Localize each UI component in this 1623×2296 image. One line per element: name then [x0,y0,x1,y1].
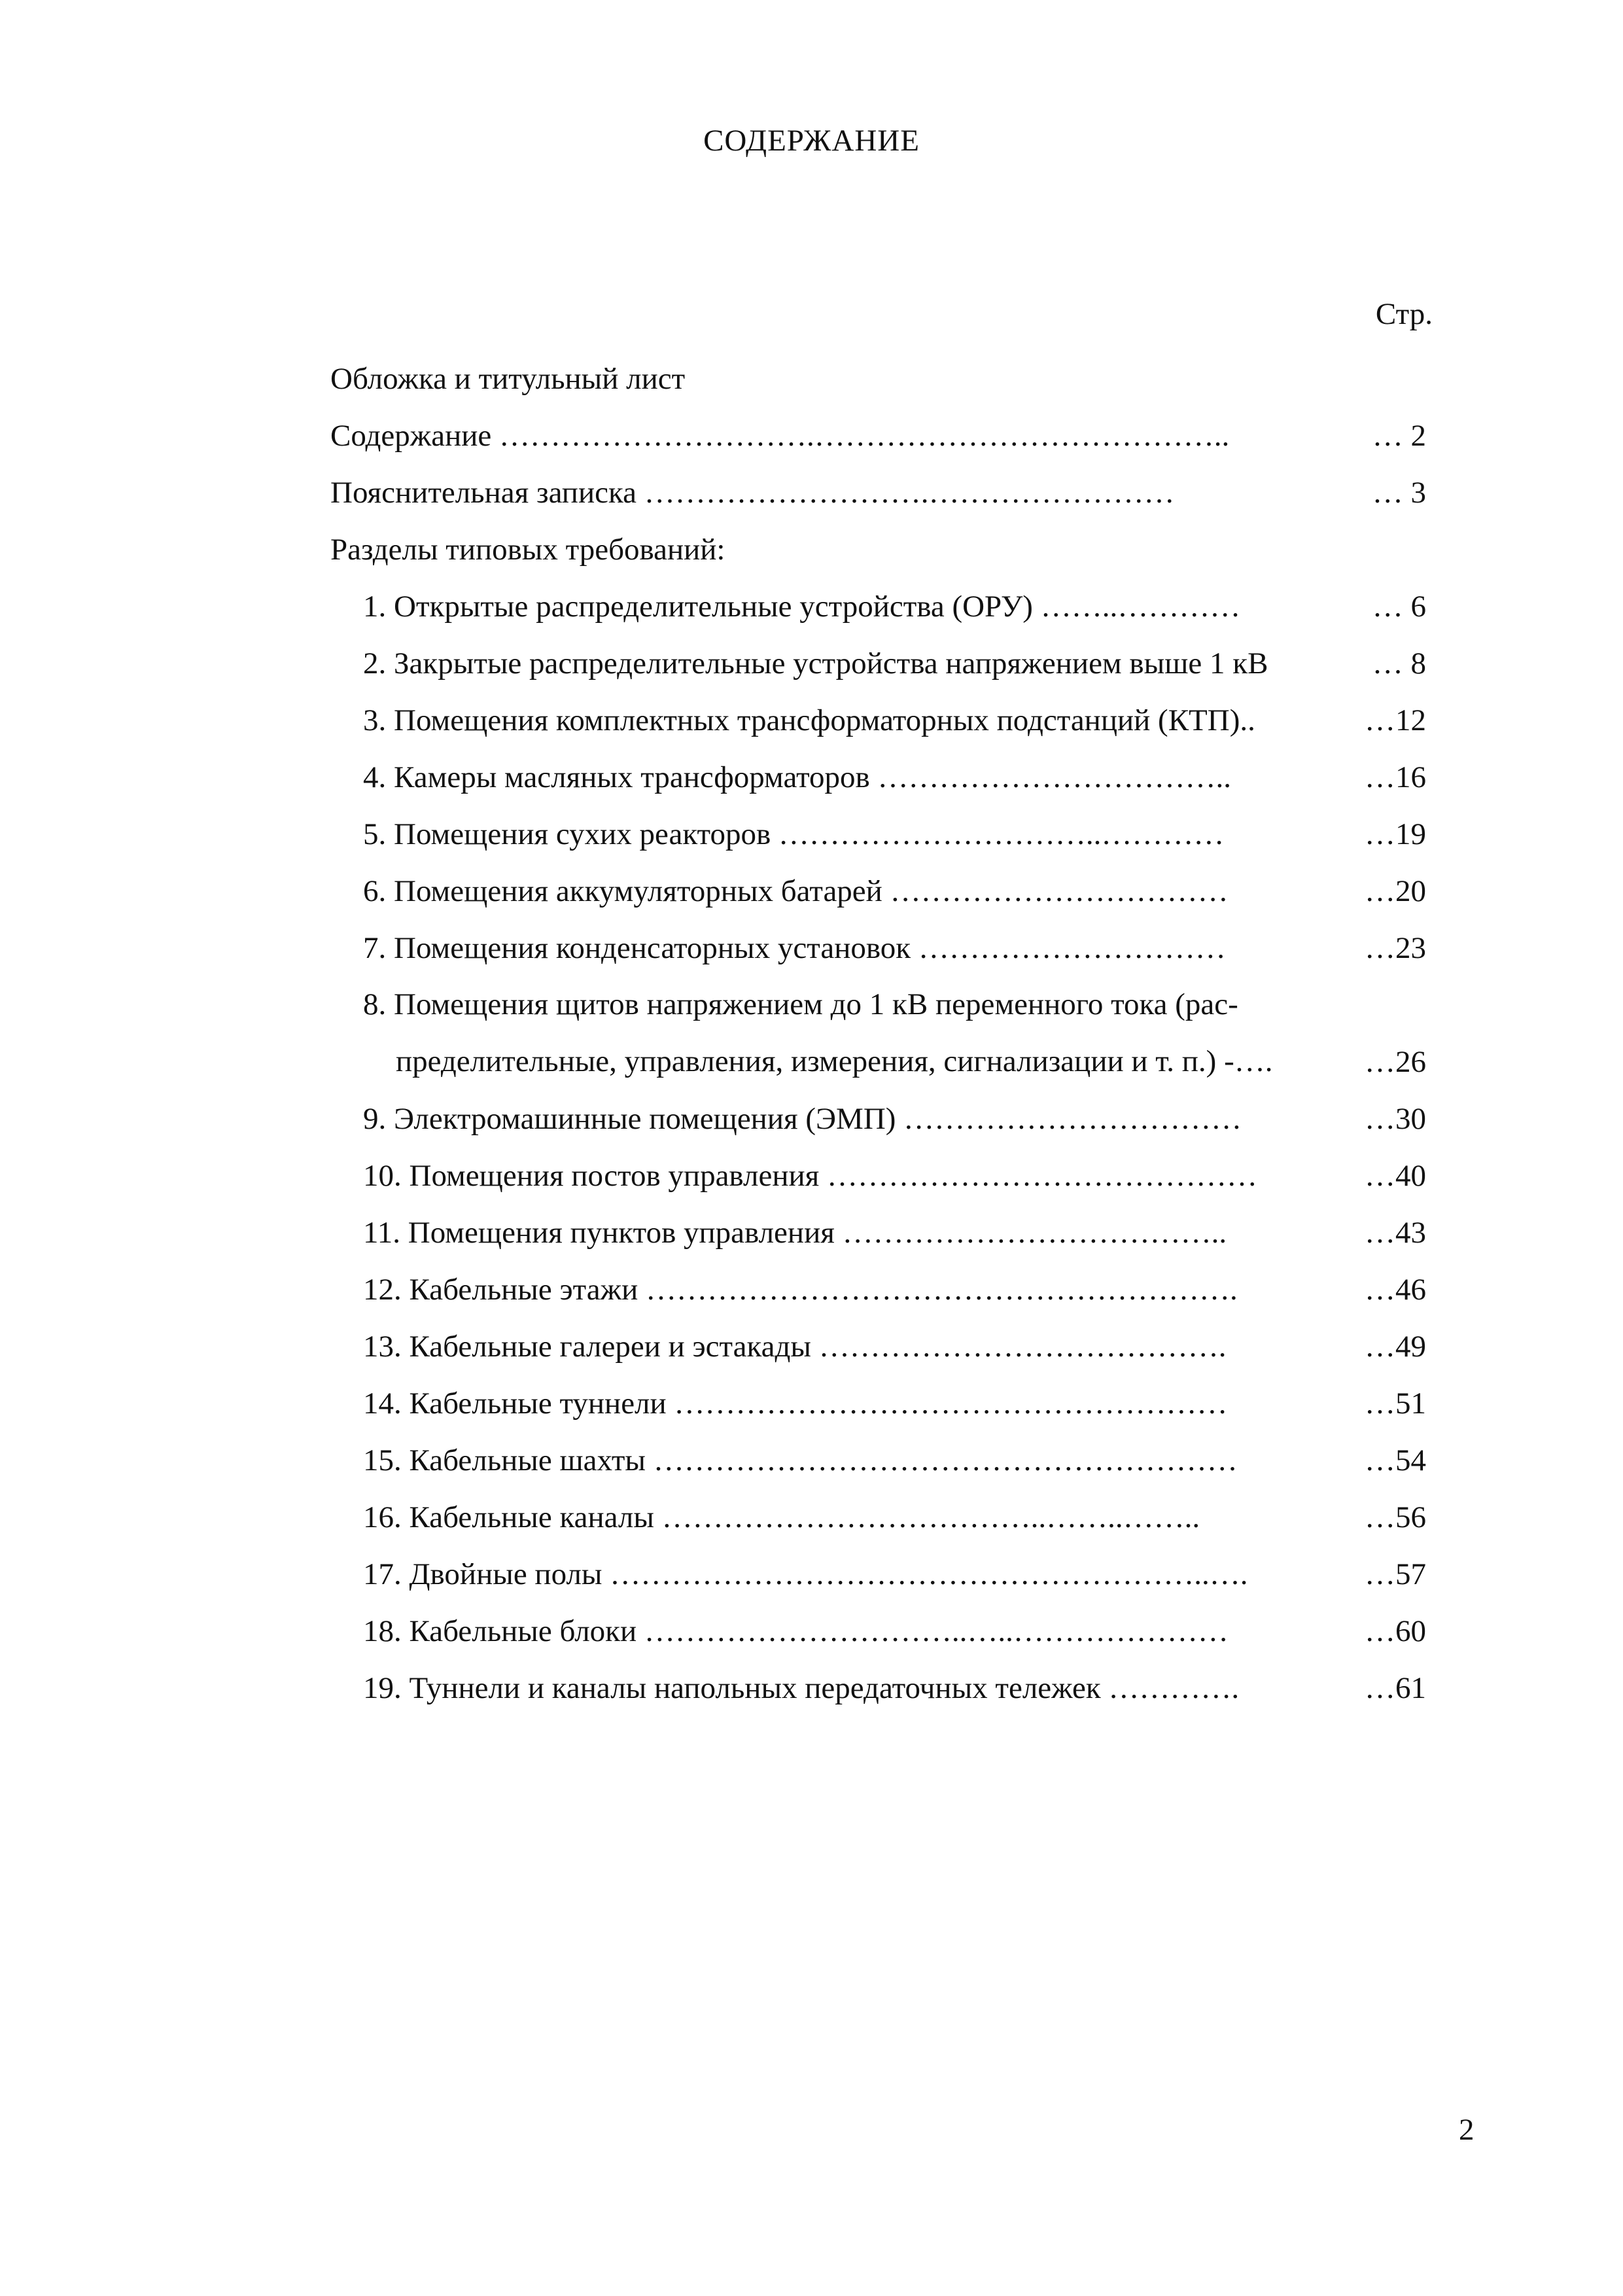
table-of-contents [330,350,1436,1716]
toc-entry-text: 8. Помещения щитов напряжением до 1 кВ переменного тока (рас- [363,987,1238,1021]
toc-entry-text: Содержание ………………………….………………………………….. [330,419,1230,453]
toc-entry-text: 15. Кабельные шахты ………………………………………………… [363,1443,1238,1477]
toc-entry-5 [330,805,1436,862]
toc-entry-text: Обложка и титульный лист [330,362,686,396]
toc-entry-1 [330,578,1436,635]
toc-entry-page: …43 [1365,1216,1426,1250]
toc-entry-8 [330,976,1436,1090]
toc-entry-page: …61 [1365,1671,1426,1705]
toc-entry-cover [330,350,1436,407]
toc-entry-17 [330,1545,1436,1602]
toc-entry-text: 7. Помещения конденсаторных установок ………………………… [363,931,1226,965]
toc-entry-page: …30 [1365,1102,1426,1136]
toc-entry-text: 3. Помещения комплектных трансформаторных подстанций (КТП).. [363,703,1255,737]
toc-entry-18 [330,1602,1436,1659]
toc-entry-page: …16 [1365,760,1426,794]
toc-entry-text: Пояснительная записка ……………………….…………………… [330,476,1175,510]
page-column-header: Стр. [1375,297,1433,331]
toc-entry-12 [330,1261,1436,1318]
toc-entry-text: 1. Открытые распределительные устройства (ОРУ) ……..………… [363,590,1241,624]
toc-entry-page: … 6 [1372,590,1426,624]
toc-entry-text: 19. Туннели и каналы напольных передаточных тележек …………. [363,1671,1240,1705]
toc-entry-text: 16. Кабельные каналы ………………………………..……..…….. [363,1500,1200,1534]
toc-entry-2 [330,635,1436,692]
toc-entry-text: 13. Кабельные галереи и эстакады …………………………………. [363,1330,1227,1364]
toc-entry-text: 9. Электромашинные помещения (ЭМП) …………………………… [363,1102,1242,1136]
toc-entry-page: …51 [1365,1386,1426,1421]
toc-entry-4 [330,749,1436,805]
toc-entry-10 [330,1147,1436,1204]
toc-entry-text: 6. Помещения аккумуляторных батарей …………………………… [363,874,1229,908]
page-number: 2 [1459,2113,1475,2147]
toc-entry-9 [330,1090,1436,1147]
toc-entry-page: … 3 [1372,476,1426,510]
toc-entry-11 [330,1204,1436,1261]
toc-section-heading [330,521,1436,578]
toc-entry-page: …49 [1365,1330,1426,1364]
toc-entry-text-block [363,976,1331,1090]
toc-entry-page: …19 [1365,817,1426,851]
toc-entry-text: 2. Закрытые распределительные устройства напряжением выше 1 кВ [363,646,1268,680]
toc-entry-page: …26 [1365,1045,1426,1079]
toc-entry-text: 17. Двойные полы …………………………………………………..…. [363,1557,1248,1591]
toc-entry-page: …56 [1365,1500,1426,1534]
toc-entry-16 [330,1489,1436,1545]
toc-entry-3 [330,692,1436,749]
toc-entry-page: …23 [1365,931,1426,965]
toc-entry-7 [330,919,1436,976]
toc-entry-text: 12. Кабельные этажи …………………………………………………. [363,1273,1238,1307]
toc-entry-page: …54 [1365,1443,1426,1477]
toc-entry-15 [330,1432,1436,1489]
toc-entry-page: …60 [1365,1614,1426,1648]
toc-entry-page: …20 [1365,874,1426,908]
toc-entry-text: 11. Помещения пунктов управления ……………………………….. [363,1216,1227,1250]
toc-entry-text: 4. Камеры масляных трансформаторов …………………………….. [363,760,1231,794]
toc-entry-text: 10. Помещения постов управления …………………………………… [363,1159,1257,1193]
toc-entry-19 [330,1659,1436,1716]
toc-entry-contents [330,407,1436,464]
toc-entry-text: Разделы типовых требований: [330,533,725,567]
document-title: СОДЕРЖАНИЕ [703,124,920,158]
toc-entry-page: … 2 [1372,419,1426,453]
toc-entry-page: …40 [1365,1159,1426,1193]
toc-entry-14 [330,1375,1436,1432]
toc-entry-page: …46 [1365,1273,1426,1307]
toc-entry-page: …12 [1365,703,1426,737]
toc-entry-text: 18. Кабельные блоки …………………………..…..………………… [363,1614,1229,1648]
toc-entry-page: … 8 [1372,646,1426,680]
toc-entry-6 [330,862,1436,919]
toc-entry-text: 5. Помещения сухих реакторов …………………………..………… [363,817,1225,851]
toc-entry-explanatory-note [330,464,1436,521]
toc-entry-page: …57 [1365,1557,1426,1591]
toc-entry-13 [330,1318,1436,1375]
toc-entry-text-continued: пределительные, управления, измерения, сигнализации и т. п.) -…. [396,1044,1273,1078]
toc-entry-text: 14. Кабельные туннели ……………………………………………… [363,1386,1228,1421]
